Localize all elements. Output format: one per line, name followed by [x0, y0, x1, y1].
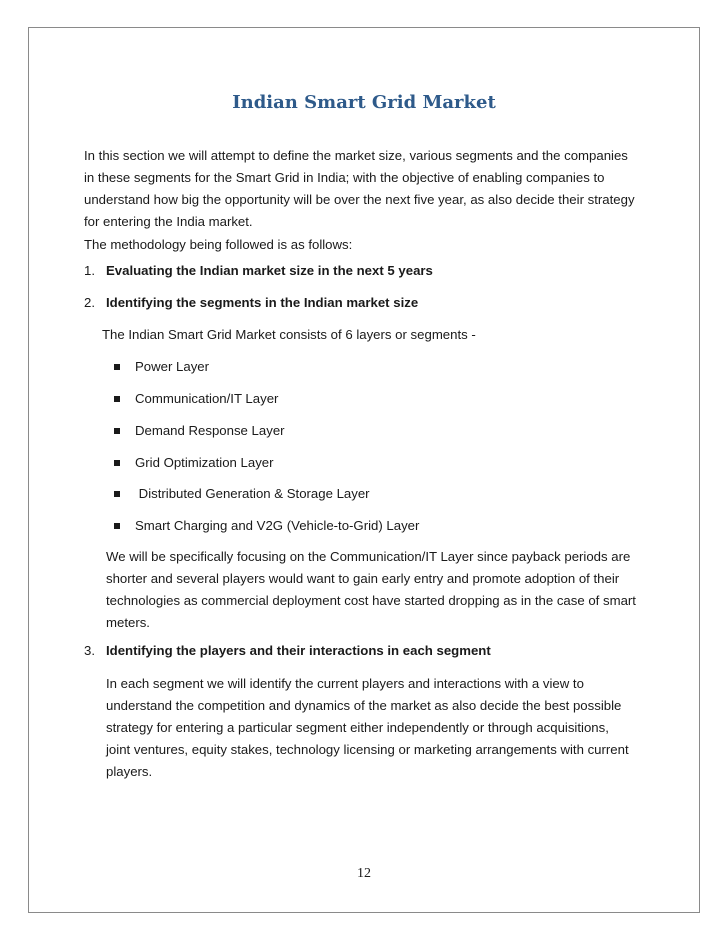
- segments-intro: The Indian Smart Grid Market consists of 6 layers or segments -: [102, 327, 476, 342]
- segment-label: Communication/IT Layer: [135, 391, 279, 406]
- players-line: In each segment we will identify the current players and interactions with a view to: [106, 676, 584, 691]
- focus-line: technologies as commercial deployment cost have started dropping as in the case of smart: [106, 593, 636, 608]
- step-item: [84, 292, 418, 314]
- list-item: [114, 420, 285, 442]
- bullet-square-icon: [114, 523, 120, 529]
- intro-paragraph: [84, 145, 654, 233]
- focus-paragraph: [106, 546, 654, 634]
- intro-line: for entering the India market.: [84, 214, 253, 229]
- step-number: 1.: [84, 263, 95, 278]
- bullet-square-icon: [114, 491, 120, 497]
- page-title: Indian Smart Grid Market: [232, 92, 496, 113]
- players-line: strategy for entering a particular segment either independently or through acquisitions,: [106, 720, 609, 735]
- list-item: [114, 483, 370, 505]
- list-item: [114, 452, 274, 474]
- step-title: Identifying the segments in the Indian market size: [106, 295, 419, 310]
- bullet-square-icon: [114, 364, 120, 370]
- bullet-square-icon: [114, 460, 120, 466]
- step-number: 2.: [84, 295, 95, 310]
- step-title: Identifying the players and their interactions in each segment: [106, 643, 491, 658]
- segment-label: Demand Response Layer: [135, 423, 285, 438]
- players-line: players.: [106, 764, 153, 779]
- step-item: [84, 260, 433, 282]
- segment-label: Grid Optimization Layer: [135, 455, 274, 470]
- focus-line: We will be specifically focusing on the Communication/IT Layer since payback periods are: [106, 549, 631, 564]
- intro-line: In this section we will attempt to define the market size, various segments and the companies: [84, 148, 628, 163]
- step-title: Evaluating the Indian market size in the next 5 years: [106, 263, 433, 278]
- methodology-label: The methodology being followed is as follows:: [84, 237, 353, 252]
- bullet-square-icon: [114, 396, 120, 402]
- players-line: understand the competition and dynamics of the market as also decide the best possible: [106, 698, 622, 713]
- step-number: 3.: [84, 643, 95, 658]
- intro-line: in these segments for the Smart Grid in India; with the objective of enabling companies to: [84, 170, 605, 185]
- list-item: [114, 356, 209, 378]
- focus-line: meters.: [106, 615, 150, 630]
- list-item: [114, 515, 419, 537]
- players-paragraph: [106, 673, 654, 783]
- segment-label: Distributed Generation & Storage Layer: [135, 486, 370, 501]
- step-item: [84, 640, 491, 662]
- list-item: [114, 388, 278, 410]
- players-line: joint ventures, equity stakes, technology licensing or marketing arrangements with current: [106, 742, 629, 757]
- bullet-square-icon: [114, 428, 120, 434]
- page-number: 12: [357, 866, 371, 881]
- focus-line: shorter and several players would want to gain early entry and promote adoption of their: [106, 571, 620, 586]
- intro-line: understand how big the opportunity will be over the next five year, as also decide their strategy: [84, 192, 635, 207]
- segment-label: Smart Charging and V2G (Vehicle-to-Grid) Layer: [135, 518, 420, 533]
- segment-label: Power Layer: [135, 359, 210, 374]
